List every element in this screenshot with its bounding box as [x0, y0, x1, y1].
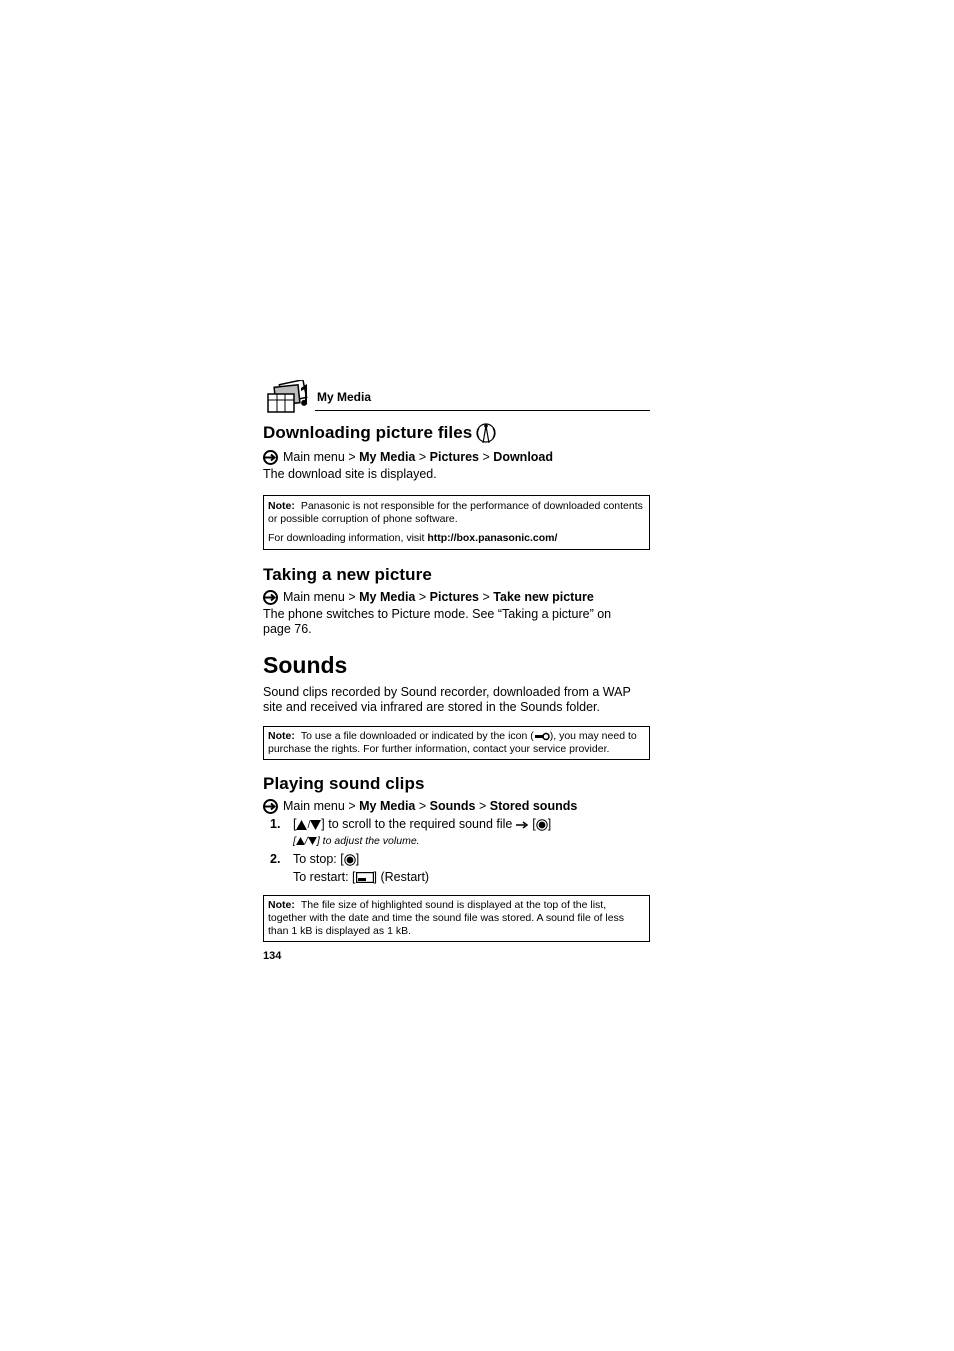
- page-header: [263, 376, 650, 416]
- my-media-icon: [265, 380, 311, 416]
- wap-antenna-icon: [473, 421, 499, 445]
- menu-arrow-icon: [263, 590, 278, 605]
- navigation-key-icon: [536, 819, 548, 831]
- taking-picture-heading: Taking a new picture: [263, 565, 432, 584]
- page-header-title: My Media: [317, 390, 372, 404]
- step-2: 2. To stop: [ ]: [270, 852, 360, 866]
- download-note: Note: Panasonic is not responsible for the performance of downloaded contents or possible corruption of phone software. For downloading information, visit http://box.panasonic.com/: [263, 495, 650, 550]
- step-1-sub: [ / ] to adjust the volume.: [293, 835, 420, 847]
- page-number: 134: [263, 950, 282, 962]
- playing-heading: Playing sound clips: [263, 774, 425, 793]
- take-picture-body: The phone switches to Picture mode. See “Taking a picture” on page 76.: [263, 607, 612, 636]
- sounds-body: Sound clips recorded by Sound recorder, downloaded from a WAP site and received via infrared are stored in the Sounds folder.: [263, 685, 631, 714]
- downloading-heading: [263, 421, 650, 445]
- soft-key-icon: [356, 872, 374, 883]
- menu-arrow-icon: [263, 799, 278, 814]
- step-1: 1. [ / ] to scroll to the required sound file [ ]: [270, 817, 552, 831]
- rights-key-icon: [534, 732, 550, 741]
- playing-note: Note: The file size of highlighted sound is displayed at the top of the list, together with the date and time the sound file was stored. A sound file of less than 1 kB is displayed as 1 kB.: [263, 895, 650, 942]
- step-2-restart: To restart: [ ] (Restart): [293, 870, 430, 884]
- navigation-key-icon: [344, 854, 356, 866]
- download-menu-path: Main menu > My Media > Pictures > Download: [263, 449, 650, 466]
- right-arrow-icon: [516, 821, 529, 829]
- sounds-note: Note: To use a file downloaded or indicated by the icon ( ), you may need to purchase the rights. For further information, contact your service provider.: [263, 726, 650, 760]
- take-picture-menu-path: Main menu > My Media > Pictures > Take new picture: [263, 589, 650, 606]
- download-body: The download site is displayed.: [263, 467, 437, 481]
- download-link[interactable]: http://box.panasonic.com/: [427, 532, 558, 544]
- down-key-icon: [308, 837, 317, 845]
- manual-page: [263, 376, 650, 962]
- play-menu-path: Main menu > My Media > Sounds > Stored sounds: [263, 798, 650, 815]
- sounds-heading: Sounds: [263, 652, 348, 678]
- up-key-icon: [296, 837, 305, 845]
- header-rule: [315, 410, 650, 411]
- up-key-icon: [296, 820, 307, 830]
- menu-arrow-icon: [263, 450, 278, 465]
- down-key-icon: [310, 820, 321, 830]
- downloading-heading-text: Downloading picture files: [263, 423, 473, 442]
